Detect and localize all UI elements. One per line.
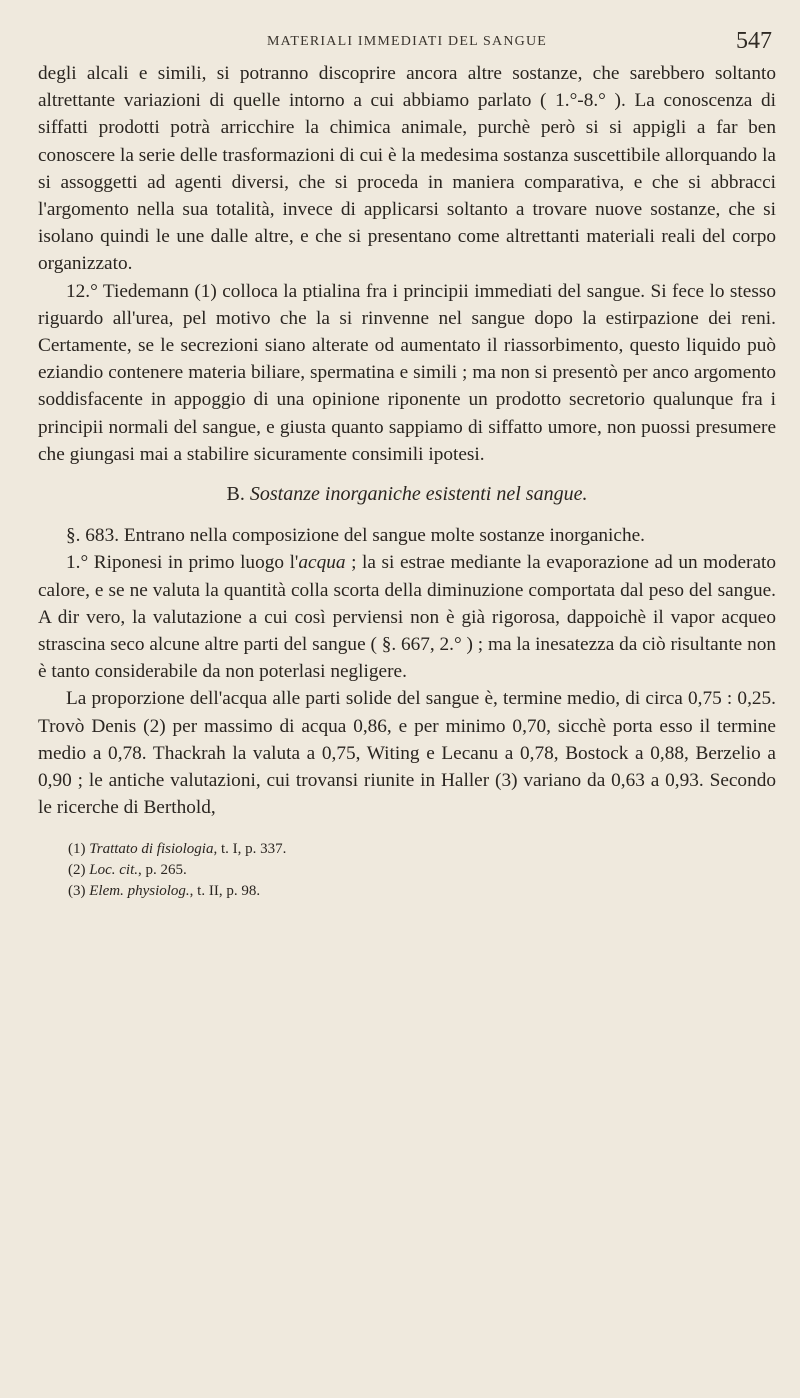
running-head: MATERIALI IMMEDIATI DEL SANGUE	[266, 34, 548, 49]
footnote-title: Trattato di fisiologia	[89, 841, 214, 858]
page-header	[38, 28, 776, 58]
main-text	[38, 60, 776, 821]
paragraph-acqua	[38, 549, 776, 685]
footnote-number: (1)	[68, 841, 86, 858]
section-heading	[38, 481, 776, 508]
paragraph-proporzione: La proporzione dell'acqua alle parti solide del sangue è, termine medio, di circa 0,75 : 0,25. Trovò Denis (2) per massimo di acqua 0,86, e per minimo 0,70, sicchè porta esso il termine medio a 0,78. Thackrah la valuta a 0,75, Witing e Lecanu a 0,78, Bostock a 0,88, Berzelio a 0,90 ; le antiche valutazioni, cui trovansi riunite in Haller (3) variano da 0,63 a 0,93. Secondo le ricerche di Berthold,	[38, 688, 776, 819]
paragraph-continuation: degli alcali e simili, si potranno discoprire ancora altre sostanze, che sarebbero soltanto altrettante variazioni di quelle intorno a cui abbiamo parlato ( 1.°-8.° ). La conoscenza di siffatti prodotti potrà arricchire la chimica animale, purchè però si si appigli a far ben conoscere la serie delle trasformazioni di cui è la medesima sostanza suscettibile allorquando la si assoggetti ad agenti diversi, che si proceda in maniera comparativa, e che si abbracci l'argomento nella sua totalità, invece di applicarsi soltanto a trovare nuove sostanze, che si isolano quindi le une dalle altre, e che si presentano come altrettanti materiali reali del corpo organizzato.	[38, 63, 776, 275]
section-letter: B.	[226, 483, 245, 506]
footnote	[68, 839, 776, 860]
section-title: Sostanze inorganiche esistenti nel sangue.	[249, 483, 588, 506]
term-acqua: acqua	[298, 552, 346, 574]
footnote-title: Elem. physiolog.	[89, 883, 190, 900]
paragraph-683: §. 683. Entrano nella composizione del sangue molte sostanze inorganiche.	[66, 525, 645, 547]
footnotes	[38, 839, 776, 902]
page-number: 547	[736, 28, 772, 54]
paragraph-12: 12.° Tiedemann (1) colloca la ptialina fra i principii immediati del sangue. Si fece lo stesso riguardo all'urea, pel motivo che la si rinvenne nel sangue dopo la estirpazione dei reni. Certamente, se le secrezioni siano alterate od aumentato il riassorbimento, questo liquido può eziandio contenere materia biliare, spermatina e simili ; ma non si presentò per anco argomento soddisfacente in appoggio di una opinione riponente un prodotto secretorio qualunque fra i principii normali del sangue, e giusta quanto sappiamo di siffatto umore, non puossi presumere che giungasi mai a stabilire sicuramente consimili ipotesi.	[38, 280, 776, 465]
footnote-ref: , t. II, p. 98.	[189, 883, 261, 900]
footnote-number: (2)	[68, 862, 86, 879]
book-page	[38, 28, 776, 902]
footnote-ref: , p. 265.	[138, 862, 187, 879]
paragraph-acqua-start: 1.° Riponesi in primo luogo l'	[66, 552, 299, 574]
footnote-ref: , t. I, p. 337.	[213, 841, 287, 858]
footnote	[68, 860, 776, 881]
footnote-number: (3)	[68, 883, 86, 900]
paragraph-acqua-rest: ; la si estrae mediante la evaporazione ad un moderato calore, e se ne valuta la quantità colla scorta della diminuzione comportata dal peso del sangue. A dir vero, la valutazione a cui così perviensi non è già rigorosa, dappoichè il vapor acqueo strascina seco alcune altre parti del sangue ( §. 667, 2.° ) ; ma la inesatezza da ciò risultante non è tanto considerabile da non poterlasi negligere.	[38, 552, 776, 683]
footnote	[68, 881, 776, 902]
footnote-title: Loc. cit.	[89, 862, 138, 879]
